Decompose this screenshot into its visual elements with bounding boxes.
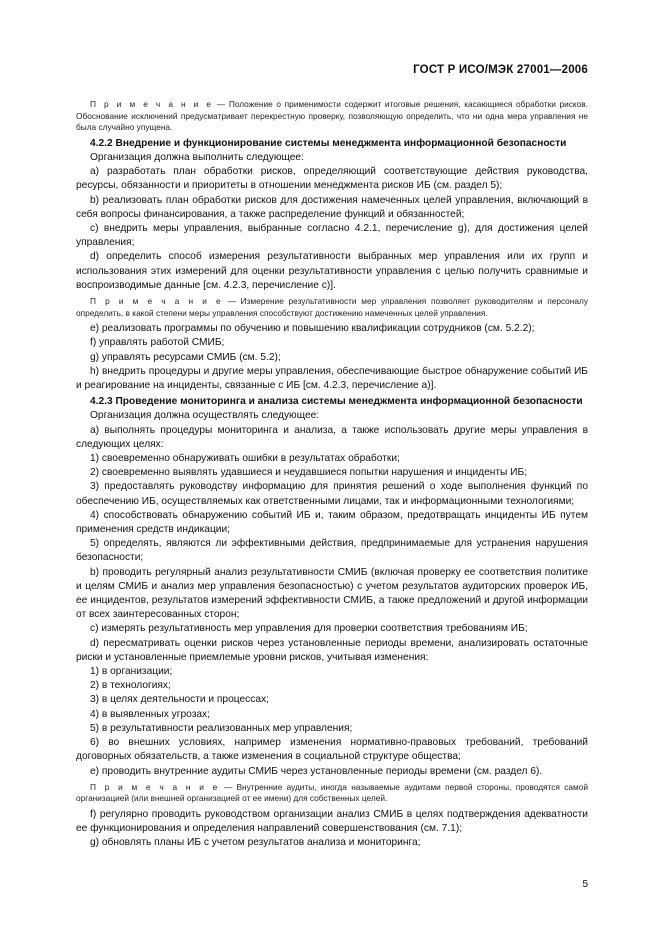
body-paragraph: a) разработать план обработки рисков, определяющий соответствующие действия руководства, ресурсы, обязанности и приоритеты в отношении менеджмента рисков ИБ (см. раздел 5); (76, 166, 588, 192)
page-number: 5 (582, 879, 588, 890)
body-paragraph: 1) своевременно обнаруживать ошибки в результатах обработки; (90, 453, 400, 465)
document-code-header: ГОСТ Р ИСО/МЭК 27001—2006 (413, 64, 588, 76)
body-paragraph: e) проводить внутренние аудиты СМИБ через установленные периоды времени (см. раздел 6). (90, 765, 543, 777)
note-text: — Внутренние аудиты, иногда называемые аудитами первой стороны, проводятся самой организацией (или внешней организацией от ее имени) для собственных целей. (76, 781, 588, 804)
note-label: П р и м е ч а н и е (90, 296, 223, 307)
note-paragraph (76, 99, 588, 134)
section-heading: 4.2.3 Проведение мониторинга и анализа системы менеджмента информационной безопасности (90, 396, 583, 408)
body-paragraph: 4) способствовать обнаружению событий ИБ и, таким образом, предотвращать инциденты ИБ путем применения средств индикации; (76, 509, 588, 536)
body-paragraph: a) выполнять процедуры мониторинга и анализа, а также использовать другие меры управления в следующих целях: (76, 424, 588, 450)
body-paragraph: d) пересматривать оценки рисков через установленные периоды времени, анализировать остаточные риски и установленные приемлемые уровни рисков, учитывая изменения: (76, 637, 588, 663)
note-label: П р и м е ч а н и е (90, 781, 220, 792)
body-paragraph: 6) во внешних условиях, например изменения нормативно-правовых требований, требований договорных обязательств, а также изменения в социальной структуре общества; (76, 737, 588, 763)
document-body (76, 96, 588, 851)
body-paragraph: e) реализовать программы по обучению и повышению квалификации сотрудников (см. 5.2.2); (90, 323, 535, 335)
note-paragraph (76, 782, 588, 805)
body-paragraph: g) управлять ресурсами СМИБ (см. 5.2); (90, 351, 281, 363)
body-paragraph: Организация должна осуществлять следующее: (90, 410, 320, 422)
body-paragraph: 3) в целях деятельности и процессах; (90, 694, 269, 706)
note-text: — Положение о применимости содержит итоговые решения, касающиеся обработки рисков. Обоснование исключений предусматривает перекрестную проверку, позволяющую определить, что ни одна мера управления не была случайно упущена. (76, 99, 588, 133)
body-paragraph: b) реализовать план обработки рисков для достижения намеченных целей управления, включающий в себя вопросы финансирования, а также распределение функций и обязанностей; (76, 194, 588, 220)
body-paragraph: 5) определять, являются ли эффективными действия, предпринимаемые для устранения нарушения безопасности; (76, 538, 588, 564)
body-paragraph: g) обновлять планы ИБ с учетом результатов анализа и мониторинга; (90, 837, 421, 849)
body-paragraph: f) управлять работой СМИБ; (90, 337, 225, 349)
note-text: — Измерение результативности мер управления позволяет руководителям и персоналу определить, в какой степени меры управления способствуют достижению намеченных целей управления. (76, 296, 588, 318)
body-paragraph: c) измерять результативность мер управления для проверки соответствия требованиям ИБ; (90, 623, 528, 635)
body-paragraph: f) регулярно проводить руководством организации анализ СМИБ в целях подтверждения адекватности ее функционирования и определения направлений совершенствования (см. 7.1); (76, 808, 588, 835)
body-paragraph: 1) в организации; (90, 666, 173, 678)
section-heading: 4.2.2 Внедрение и функционирование системы менеджмента информационной безопасности (90, 137, 567, 149)
body-paragraph: 2) своевременно выявлять удавшиеся и неудавшиеся попытки нарушения и инциденты ИБ; (90, 467, 528, 479)
body-paragraph: 3) предоставлять руководству информацию для принятия решений о ходе выполнения функций по обеспечению ИБ, осуществляемых как ответственными лицами, так и информационными технологиями; (76, 481, 588, 507)
body-paragraph: 4) в выявленных угрозах; (90, 708, 210, 720)
note-label: П р и м е ч а н и е (90, 99, 214, 109)
body-paragraph: b) проводить регулярный анализ результативности СМИБ (включая проверку ее соответствия политике и целям СМИБ и анализ мер управления безопасностью) с учетом результатов аудиторских проверок ИБ, ее инцидентов, результатов измерений эффективности СМИБ, а также предложений и другой информации от всех заинтересованных сторон; (76, 566, 588, 621)
body-paragraph: 2) в технологиях; (90, 680, 171, 692)
body-paragraph: Организация должна выполнить следующее: (90, 151, 304, 163)
body-paragraph: d) определить способ измерения результативности выбранных мер управления или их групп и использования этих измерений для оценки результативности управления с целью получить сравнимые и воспроизводимые данные [см. 4.2.3, перечисление с)]. (76, 251, 588, 291)
note-paragraph (76, 296, 588, 319)
body-paragraph: c) внедрить меры управления, выбранные согласно 4.2.1, перечисление g), для достижения целей управления; (76, 223, 588, 249)
body-paragraph: 5) в результативности реализованных мер управления; (90, 722, 353, 734)
body-paragraph: h) внедрить процедуры и другие меры управления, обеспечивающие быстрое обнаружение событий ИБ и реагирование на инциденты, связанные с ИБ [см. 4.2.3, перечисление а)]. (76, 365, 588, 392)
